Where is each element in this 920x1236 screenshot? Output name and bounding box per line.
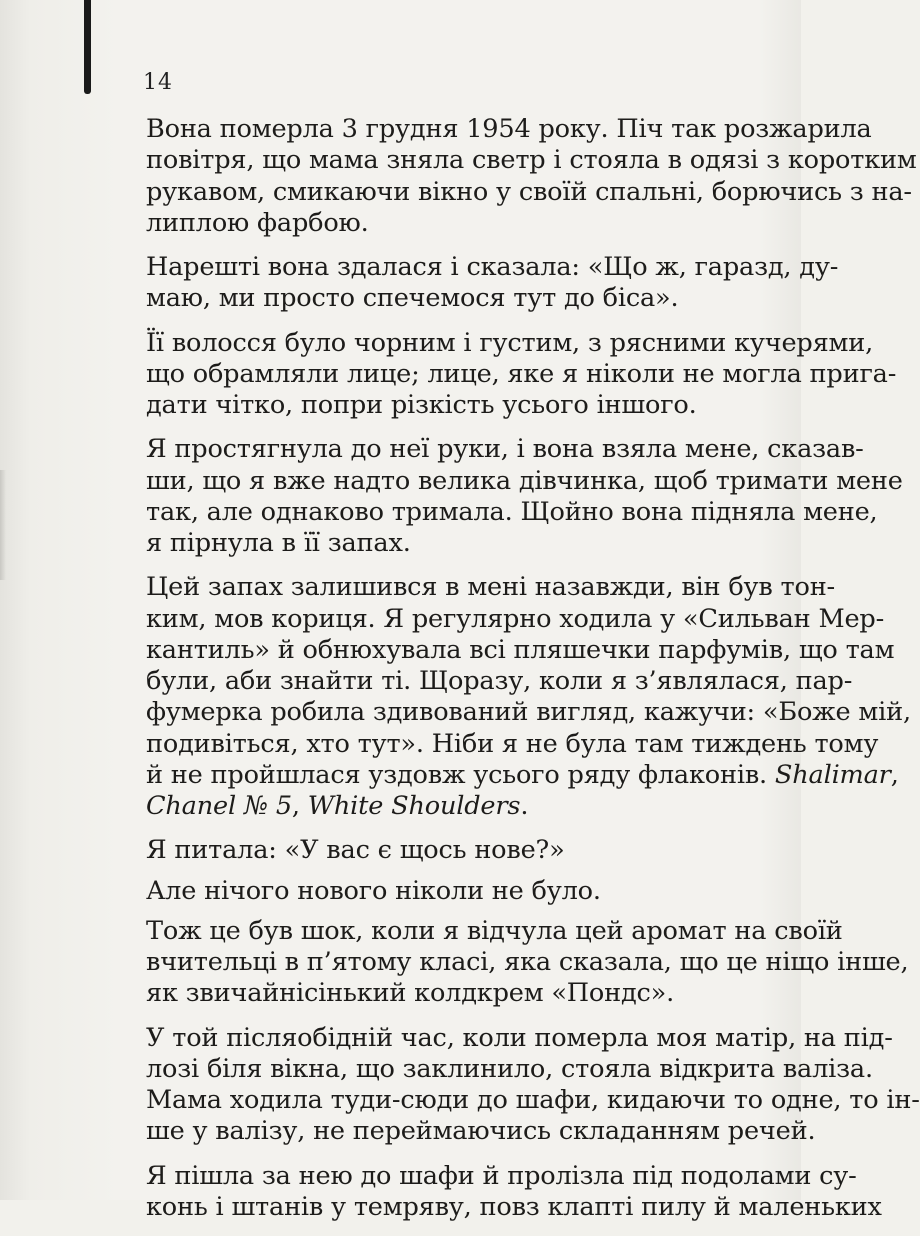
- brand-name: Chanel № 5: [146, 791, 292, 821]
- paragraph: [146, 434, 903, 559]
- text-line: ше у валізу, не переймаючись складанням речей.: [146, 1116, 816, 1147]
- text-line: липлою фарбою.: [146, 207, 369, 238]
- text-line: Але нічого нового ніколи не було.: [146, 875, 601, 906]
- text-line: дати чітко, попри різкість усього іншого.: [146, 390, 697, 420]
- text-line: Цей запах залишився в мені назавжди, він був тон-: [146, 572, 836, 603]
- text-line: лозі біля вікна, що заклинило, стояла відкрита валіза.: [146, 1053, 873, 1084]
- text-line: Вона померла 3 грудня 1954 року. Піч так розжарила: [146, 114, 872, 144]
- paragraph: [146, 915, 909, 1010]
- text-line: ши, що я вже надто велика дівчинка, щоб тримати мене: [146, 465, 903, 496]
- text-line: фумерка робила здивований вигляд, кажучи: «Боже мій,: [146, 697, 911, 728]
- paragraph: [146, 114, 917, 239]
- text-line: Її волосся було чорним і густим, з рясними кучерями,: [146, 327, 874, 358]
- paragraph: [146, 1022, 920, 1148]
- text-line: що обрамляли лице; лице, яке я ніколи не могла прига-: [146, 358, 897, 389]
- text-line: так, але однаково тримала. Щойно вона підняла мене,: [146, 496, 878, 527]
- text-line: маю, ми просто спечемося тут до біса».: [146, 283, 679, 314]
- text-line-with-brands: й не пройшлася уздовж усього ряду флаконів. Shalimar,: [146, 759, 899, 790]
- text-line: Я простягнула до неї руки, і вона взяла мене, сказав-: [146, 434, 864, 465]
- text-line: я пірнула в її запах.: [146, 528, 411, 558]
- text-line: ким, мов кориця. Я регулярно ходила у «Сильван Мер-: [146, 603, 885, 634]
- brand-name: White Shoulders: [307, 791, 521, 821]
- text-line: Я питала: «У вас є щось нове?»: [146, 835, 565, 866]
- text-line: рукавом, смикаючи вікно у своїй спальні, борючись з на-: [146, 176, 912, 207]
- paragraph: [146, 252, 839, 315]
- page-number: 14: [143, 70, 173, 95]
- paragraph: [146, 876, 752, 907]
- text-line: У той післяобідній час, коли померла моя матір, на під-: [146, 1022, 893, 1053]
- paragraph: [146, 835, 752, 866]
- text-line: як звичайнісінький колдкрем «Пондс».: [146, 978, 675, 1009]
- binding-mark: [84, 0, 91, 94]
- text-line: Тож це був шок, коли я відчула цей аромат на своїй: [146, 915, 843, 946]
- text-line: подивіться, хто тут». Ніби я не була там тиждень тому: [146, 728, 879, 759]
- text-line: Мама ходила туди-сюди до шафи, кидаючи то одне, то ін-: [146, 1085, 920, 1115]
- body-text: [146, 114, 920, 1236]
- paragraph: [146, 1160, 882, 1224]
- brand-name: Shalimar: [774, 759, 891, 790]
- text-line-brands: Chanel № 5, White Shoulders.: [146, 791, 529, 821]
- paragraph: [146, 572, 911, 822]
- text-line: повітря, що мама зняла светр і стояла в одязі з коротким: [146, 145, 917, 176]
- page-edge-shadow: [0, 470, 6, 580]
- text-line: вчительці в п’ятому класі, яка сказала, що це ніщо інше,: [146, 947, 909, 977]
- text-line: й не пройшлася уздовж усього ряду флаконів.: [146, 759, 767, 790]
- text-line: кантиль» й обнюхувала всі пляшечки парфумів, що там: [146, 634, 895, 665]
- text-line: Я пішла за нею до шафи й пролізла під подолами су-: [146, 1160, 857, 1191]
- text-line: Нарешті вона здалася і сказала: «Що ж, гаразд, ду-: [146, 252, 839, 282]
- paragraph: [146, 327, 897, 422]
- text-line: конь і штанів у темряву, повз клапті пилу й маленьких: [146, 1191, 882, 1222]
- text-line: були, аби знайти ті. Щоразу, коли я з’являлася, пар-: [146, 666, 853, 696]
